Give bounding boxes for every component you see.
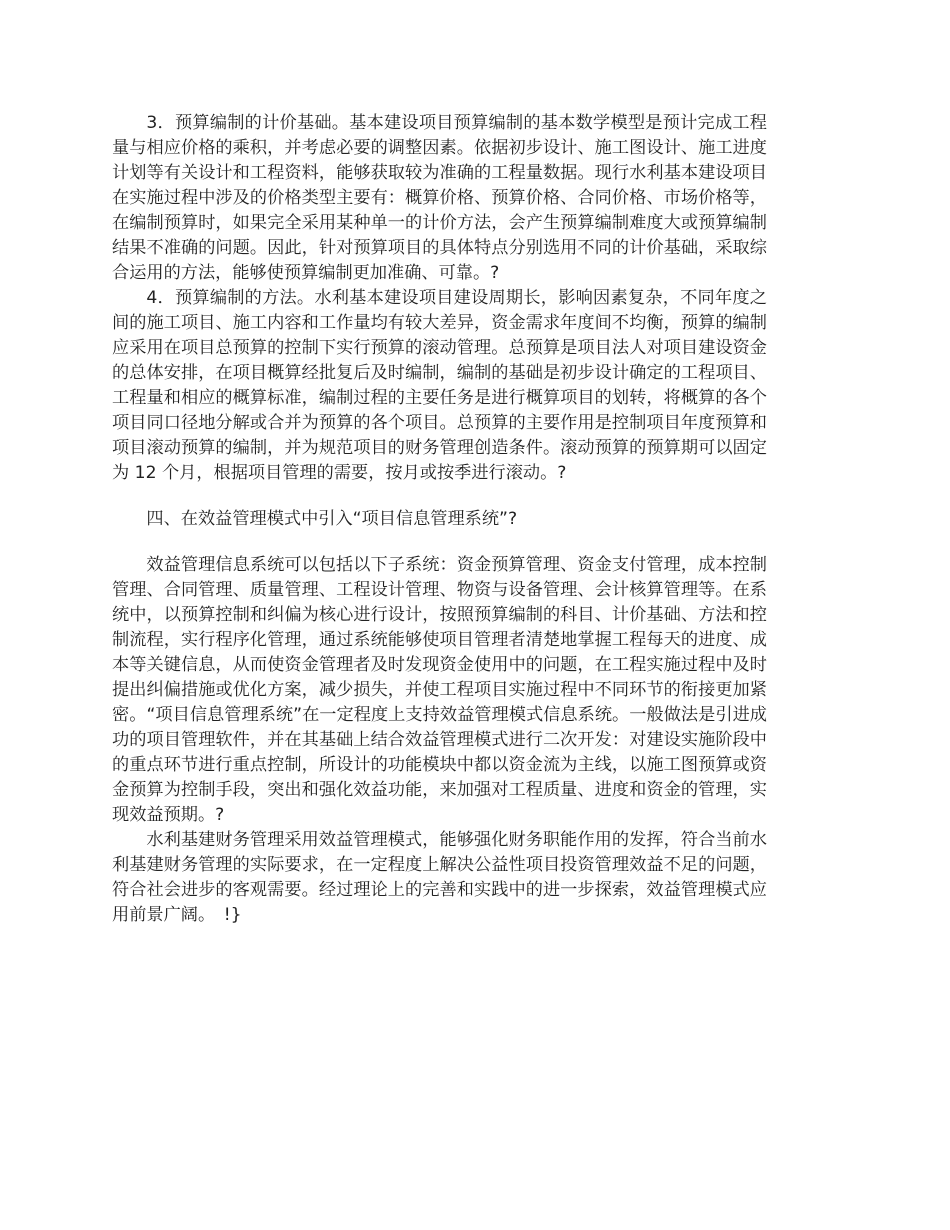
document-page	[112, 111, 767, 928]
paragraph-budget-basis: 3．预算编制的计价基础。基本建设项目预算编制的基本数学模型是预计完成工程量与相应价格的乘积，并考虑必要的调整因素。依据初步设计、施工图设计、施工进度计划等有关设计和工程资料，能够获取较为准确的工程量数据。现行水利基本建设项目在实施过程中涉及的价格类型主要有：概算价格、预算价格、合同价格、市场价格等，在编制预算时，如果完全采用某种单一的计价方法，会产生预算编制难度大或预算编制结果不准确的问题。因此，针对预算项目的具体特点分别选用不同的计价基础，采取综合运用的方法，能够使预算编制更加准确、可靠。?	[112, 113, 767, 283]
paragraph-budget-method: 4．预算编制的方法。水利基本建设项目建设周期长，影响因素复杂，不同年度之间的施工项目、施工内容和工作量均有较大差异，资金需求年度间不均衡，预算的编制应采用在项目总预算的控制下实行预算的滚动管理。总预算是项目法人对项目建设资金的总体安排，在项目概算经批复后及时编制，编制的基础是初步设计确定的工程项目、工程量和相应的概算标准，编制过程的主要任务是进行概算项目的划转，将概算的各个项目同口径地分解或合并为预算的各个项目。总预算的主要作用是控制项目年度预算和项目滚动预算的编制，并为规范项目的财务管理创造条件。滚动预算的预算期可以固定为 12 个月，根据项目管理的需要，按月或按季进行滚动。?	[112, 288, 767, 483]
paragraph-conclusion: 水利基建财务管理采用效益管理模式，能够强化财务职能作用的发挥，符合当前水利基建财务管理的实际要求，在一定程度上解决公益性项目投资管理效益不足的问题，符合社会进步的客观需要。经过理论上的完善和实践中的进一步探索，效益管理模式应用前景广阔。 !}	[112, 830, 767, 925]
section-heading: 四、在效益管理模式中引入“项目信息管理系统”?	[146, 509, 518, 529]
section-heading-wrapper	[112, 507, 767, 532]
paragraph-info-system: 效益管理信息系统可以包括以下子系统：资金预算管理、资金支付管理，成本控制管理、合同管理、质量管理、工程设计管理、物资与设备管理、会计核算管理等。在系统中，以预算控制和纠偏为核心进行设计，按照预算编制的科目、计价基础、方法和控制流程，实行程序化管理，通过系统能够使项目管理者清楚地掌握工程每天的进度、成本等关键信息，从而使资金管理者及时发现资金使用中的问题，在工程实施过程中及时提出纠偏措施或优化方案，减少损失，并使工程项目实施过程中不同环节的衔接更加紧密。“项目信息管理系统”在一定程度上支持效益管理模式信息系统。一般做法是引进成功的项目管理软件，并在其基础上结合效益管理模式进行二次开发：对建设实施阶段中的重点环节进行重点控制，所设计的功能模块中都以资金流为主线，以施工图预算或资金预算为控制手段，突出和强化效益功能，来加强对工程质量、进度和资金的管理，实现效益预期。?	[112, 555, 767, 825]
